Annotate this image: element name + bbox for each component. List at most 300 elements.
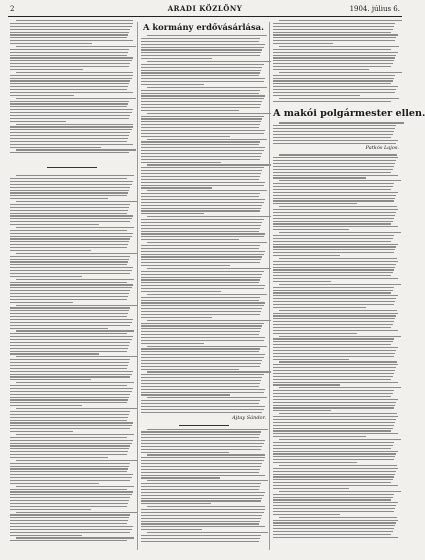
text-line	[273, 172, 391, 173]
text-line	[273, 137, 391, 138]
text-line	[10, 368, 127, 369]
text-line	[10, 106, 127, 107]
text-line	[141, 498, 262, 499]
text-line	[141, 196, 259, 197]
text-line	[273, 209, 398, 210]
column-3	[273, 20, 425, 552]
text-line	[141, 147, 265, 148]
text-line	[141, 389, 265, 390]
text-line	[10, 261, 128, 262]
text-line	[141, 446, 262, 447]
text-line	[273, 459, 394, 460]
text-line	[273, 324, 393, 325]
text-line	[141, 300, 259, 301]
text-line	[273, 69, 369, 70]
text-line	[10, 468, 128, 469]
text-line	[141, 314, 260, 315]
text-line	[141, 541, 259, 542]
text-line	[10, 480, 130, 481]
text-line	[141, 369, 239, 370]
text-line	[279, 72, 402, 73]
text-line	[141, 340, 264, 341]
article-text-block	[10, 20, 134, 153]
text-line	[10, 322, 132, 323]
text-line	[10, 138, 128, 139]
text-line	[273, 356, 394, 357]
text-line	[10, 69, 83, 70]
text-line	[273, 261, 398, 262]
text-line	[141, 392, 264, 393]
text-line	[273, 390, 394, 391]
text-line	[273, 410, 331, 411]
section-divider	[47, 167, 97, 168]
text-line	[141, 412, 262, 413]
text-line	[10, 264, 127, 265]
text-line	[147, 320, 271, 321]
text-line	[279, 361, 397, 362]
text-line	[141, 386, 259, 387]
text-line	[141, 93, 259, 94]
text-line	[141, 248, 259, 249]
text-line	[141, 84, 204, 85]
column-1	[10, 20, 134, 552]
text-line	[10, 112, 132, 113]
text-line	[10, 466, 129, 467]
text-line	[10, 273, 130, 274]
text-line	[10, 428, 130, 429]
text-line	[16, 149, 136, 150]
text-line	[273, 471, 396, 472]
text-line	[279, 122, 404, 123]
text-line	[273, 267, 395, 268]
text-line	[147, 164, 271, 165]
text-line	[16, 201, 138, 202]
text-line	[141, 366, 260, 367]
text-line	[273, 327, 391, 328]
text-line	[10, 293, 129, 294]
text-line	[141, 406, 265, 407]
text-line	[141, 440, 265, 441]
text-line	[10, 284, 133, 285]
text-line	[273, 198, 395, 199]
text-line	[10, 448, 129, 449]
article-headline: A kormány erdővásárlása.	[142, 22, 265, 32]
text-line	[10, 210, 128, 211]
text-line	[141, 463, 262, 464]
text-line	[279, 180, 401, 181]
text-line	[10, 362, 129, 363]
text-line	[10, 192, 128, 193]
text-line	[16, 356, 138, 357]
text-line	[10, 296, 128, 297]
text-line	[141, 443, 264, 444]
text-line	[10, 129, 132, 130]
text-line	[141, 302, 265, 303]
text-line	[273, 364, 398, 365]
text-line	[141, 187, 212, 188]
text-line	[273, 143, 396, 144]
text-line	[10, 509, 91, 510]
text-line	[141, 202, 264, 203]
text-line	[273, 157, 398, 158]
text-line	[141, 55, 260, 56]
text-line	[10, 230, 127, 231]
text-line	[273, 451, 398, 452]
text-line	[273, 89, 396, 90]
text-line	[16, 227, 134, 228]
text-line	[147, 346, 267, 347]
section-divider	[179, 425, 229, 426]
text-line	[141, 245, 260, 246]
text-line	[141, 331, 260, 332]
text-line	[10, 411, 130, 412]
text-line	[16, 98, 136, 99]
text-line	[273, 128, 395, 129]
text-line	[273, 86, 398, 87]
text-line	[147, 190, 267, 191]
text-line	[273, 430, 391, 431]
text-line	[10, 463, 130, 464]
text-line	[10, 517, 129, 518]
text-line	[141, 136, 230, 137]
text-line	[10, 80, 130, 81]
text-line	[141, 150, 264, 151]
text-line	[273, 23, 395, 24]
text-line	[141, 182, 265, 183]
text-line	[273, 315, 396, 316]
text-line	[10, 388, 133, 389]
text-line	[10, 63, 130, 64]
text-line	[273, 479, 393, 480]
text-line	[10, 540, 127, 541]
text-line	[141, 44, 265, 45]
text-line	[141, 141, 260, 142]
text-line	[141, 521, 260, 522]
text-line	[141, 489, 259, 490]
text-line	[141, 477, 220, 478]
text-line	[141, 274, 262, 275]
text-line	[10, 224, 99, 225]
column-rule	[269, 22, 270, 550]
text-line	[10, 144, 133, 145]
text-line	[279, 46, 399, 47]
text-line	[279, 20, 402, 21]
text-line	[273, 402, 396, 403]
text-line	[273, 241, 391, 242]
text-line	[10, 359, 130, 360]
text-line	[141, 529, 202, 530]
header-rule	[8, 16, 402, 17]
text-line	[141, 107, 260, 108]
text-line	[273, 474, 395, 475]
running-header	[8, 4, 402, 16]
text-line	[10, 118, 129, 119]
text-line	[141, 78, 265, 79]
text-line	[279, 387, 401, 388]
text-line	[10, 328, 108, 329]
text-line	[141, 337, 265, 338]
text-line	[10, 135, 129, 136]
text-line	[10, 101, 129, 102]
text-line	[141, 394, 230, 395]
text-line	[10, 115, 130, 116]
text-line	[273, 405, 395, 406]
text-line	[10, 379, 91, 380]
text-line	[273, 55, 396, 56]
text-line	[147, 139, 267, 140]
text-line	[273, 520, 398, 521]
text-line	[10, 313, 128, 314]
text-line	[141, 213, 204, 214]
text-line	[141, 403, 259, 404]
text-line	[141, 291, 221, 292]
text-line	[10, 319, 133, 320]
text-line	[141, 377, 262, 378]
text-line	[273, 186, 393, 187]
text-line	[141, 75, 259, 76]
text-line	[273, 416, 398, 417]
text-line	[141, 449, 261, 450]
text-line	[10, 218, 132, 219]
text-line	[10, 399, 128, 400]
article-text-block	[141, 35, 266, 413]
text-line	[273, 448, 391, 449]
text-line	[273, 422, 395, 423]
text-line	[273, 40, 395, 41]
text-line	[141, 95, 265, 96]
text-line	[273, 249, 395, 250]
text-line	[10, 440, 133, 441]
text-line	[273, 373, 394, 374]
text-line	[10, 474, 133, 475]
text-line	[141, 153, 262, 154]
text-line	[273, 275, 391, 276]
article-signature: Ajtay Sándor.	[232, 414, 266, 421]
text-line	[16, 460, 138, 461]
text-line	[10, 371, 133, 372]
text-line	[147, 35, 267, 36]
text-line	[141, 492, 265, 493]
text-line	[273, 292, 391, 293]
text-line	[10, 437, 127, 438]
text-line	[141, 58, 212, 59]
text-line	[273, 203, 357, 204]
text-line	[141, 116, 264, 117]
column-2	[141, 20, 266, 552]
text-line	[273, 175, 398, 176]
text-line	[273, 78, 394, 79]
text-line	[10, 287, 132, 288]
text-line	[141, 466, 261, 467]
text-line	[273, 43, 333, 44]
text-line	[10, 489, 127, 490]
text-line	[273, 505, 396, 506]
text-line	[273, 298, 396, 299]
text-line	[141, 179, 259, 180]
text-line	[273, 255, 340, 256]
text-line	[10, 299, 127, 300]
text-line	[10, 126, 133, 127]
text-line	[10, 445, 130, 446]
text-line	[10, 32, 129, 33]
text-line	[141, 363, 261, 364]
text-line	[141, 144, 259, 145]
text-line	[141, 311, 261, 312]
text-line	[10, 178, 127, 179]
text-line	[10, 60, 132, 61]
text-line	[16, 305, 138, 306]
text-line	[10, 250, 91, 251]
text-line	[273, 353, 395, 354]
text-line	[10, 385, 127, 386]
text-line	[141, 162, 221, 163]
text-line	[10, 535, 82, 536]
text-line	[273, 376, 393, 377]
text-line	[141, 277, 261, 278]
text-line	[10, 414, 129, 415]
text-line	[273, 101, 391, 102]
text-line	[279, 336, 401, 337]
text-line	[273, 80, 393, 81]
text-line	[273, 32, 391, 33]
text-line	[141, 193, 260, 194]
text-line	[141, 348, 260, 349]
text-line	[10, 259, 129, 260]
text-line	[273, 528, 394, 529]
text-line	[141, 67, 262, 68]
text-line	[147, 268, 271, 269]
text-line	[273, 456, 395, 457]
text-line	[141, 156, 261, 157]
text-line	[273, 29, 393, 30]
text-line	[141, 323, 264, 324]
text-line	[273, 494, 394, 495]
text-line	[141, 483, 261, 484]
text-line	[273, 522, 396, 523]
text-line	[141, 526, 265, 527]
text-line	[273, 301, 395, 302]
text-line	[273, 244, 398, 245]
text-line	[273, 134, 393, 135]
text-line	[10, 394, 130, 395]
text-line	[273, 37, 396, 38]
text-line	[10, 109, 133, 110]
text-line	[273, 313, 398, 314]
text-line	[273, 344, 391, 345]
text-line	[141, 475, 265, 476]
text-line	[273, 367, 396, 368]
text-line	[279, 206, 397, 207]
text-line	[141, 523, 259, 524]
text-line	[273, 436, 366, 437]
text-line	[279, 284, 401, 285]
text-line	[10, 374, 132, 375]
text-line	[273, 131, 394, 132]
text-line	[279, 517, 397, 518]
text-line	[273, 488, 349, 489]
text-line	[273, 66, 391, 67]
text-line	[273, 419, 396, 420]
text-line	[10, 391, 132, 392]
text-line	[10, 66, 129, 67]
text-line	[273, 321, 394, 322]
text-line	[10, 244, 128, 245]
text-line	[141, 219, 264, 220]
text-line	[141, 357, 264, 358]
text-line	[10, 147, 101, 148]
text-line	[147, 294, 267, 295]
text-line	[10, 471, 127, 472]
text-line	[147, 454, 265, 455]
text-line	[16, 253, 138, 254]
text-line	[273, 453, 396, 454]
text-line	[141, 374, 264, 375]
text-line	[10, 422, 133, 423]
text-line	[273, 407, 394, 408]
text-line	[10, 405, 82, 406]
text-line	[141, 297, 260, 298]
text-line	[279, 232, 401, 233]
text-line	[10, 431, 73, 432]
text-line	[279, 465, 397, 466]
text-line	[273, 235, 394, 236]
text-line	[16, 124, 133, 125]
text-line	[10, 532, 130, 533]
text-line	[141, 104, 261, 105]
text-line	[147, 429, 268, 430]
text-line	[279, 310, 397, 311]
text-line	[141, 49, 262, 50]
text-line	[273, 295, 398, 296]
text-line	[141, 351, 259, 352]
text-line	[10, 26, 132, 27]
text-line	[10, 190, 129, 191]
text-line	[10, 351, 127, 352]
text-line	[16, 486, 134, 487]
text-line	[10, 420, 127, 421]
text-line	[273, 269, 394, 270]
text-line	[10, 526, 133, 527]
text-line	[273, 393, 393, 394]
text-line	[273, 166, 394, 167]
text-line	[273, 226, 398, 227]
text-line	[273, 525, 395, 526]
text-line	[279, 491, 401, 492]
text-line	[273, 514, 340, 515]
text-line	[141, 251, 265, 252]
text-line	[273, 229, 349, 230]
text-line	[141, 535, 261, 536]
text-line	[273, 95, 360, 96]
text-line	[141, 64, 264, 65]
text-line	[141, 434, 260, 435]
text-line	[273, 75, 395, 76]
text-line	[273, 160, 396, 161]
text-line	[16, 537, 134, 538]
text-line	[10, 43, 92, 44]
text-line	[273, 192, 398, 193]
text-line	[10, 336, 133, 337]
text-line	[141, 509, 265, 510]
text-line	[16, 279, 134, 280]
text-line	[273, 60, 394, 61]
text-line	[141, 452, 229, 453]
text-line	[147, 480, 268, 481]
text-line	[141, 317, 212, 318]
text-line	[10, 267, 133, 268]
article-headline: A makói polgármester ellen.	[273, 108, 425, 120]
text-line	[10, 353, 99, 354]
